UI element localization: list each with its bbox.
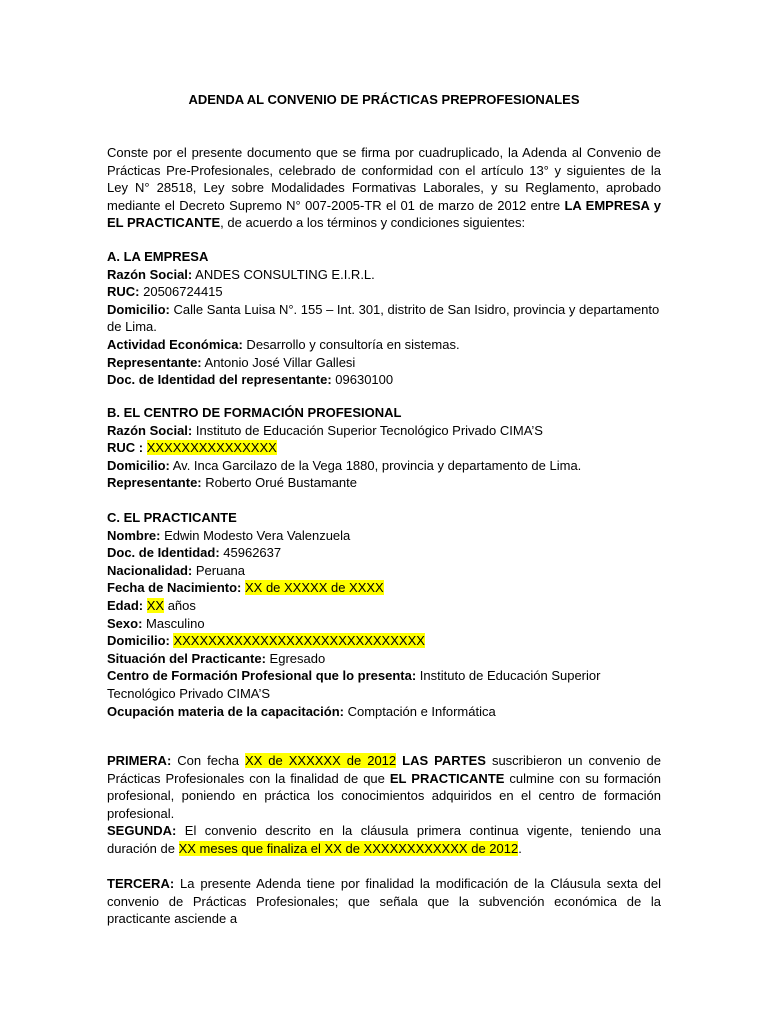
document-title: ADENDA AL CONVENIO DE PRÁCTICAS PREPROFESIONALES xyxy=(188,92,580,107)
centro-representante: Representante: Roberto Orué Bustamante xyxy=(107,475,357,491)
centro-ruc: RUC : XXXXXXXXXXXXXXX xyxy=(107,440,277,456)
section-empresa xyxy=(107,248,661,389)
intro-paragraph xyxy=(107,144,661,232)
empresa-razon-social: Razón Social: ANDES CONSULTING E.I.R.L. xyxy=(107,266,375,282)
intro-text-end: , de acuerdo a los términos y condiciones siguientes: xyxy=(220,215,526,231)
centro-domicilio: Domicilio: Av. Inca Garcilazo de la Vega 1880, provincia y departamento de Lima. xyxy=(107,457,582,473)
practicante-nombre: Nombre: Edwin Modesto Vera Valenzuela xyxy=(107,527,351,543)
practicante-ocupacion: Ocupación materia de la capacitación: Comptación e Informática xyxy=(107,703,496,719)
intro-text: Conste por el presente documento que se firma por cuadruplicado, la Adenda al Convenio de Prácticas Pre-Profesionales, celebrado de conformidad con el artículo 13° y siguientes de la Ley N° 28518, Ley sobre Modalidades Formativas Laborales, y su Reglamento, aprobado mediante el Decreto Supremo N° 007-2005-TR el 01 de marzo de 2012 entre xyxy=(107,145,661,213)
practicante-heading: C. EL PRACTICANTE xyxy=(107,510,237,525)
section-practicante xyxy=(107,509,661,720)
intro-parties: LA EMPRESA y EL PRACTICANTE xyxy=(107,197,662,231)
section-centro xyxy=(107,404,661,492)
empresa-heading: A. LA EMPRESA xyxy=(107,249,209,264)
empresa-representante: Representante: Antonio José Villar Gallesi xyxy=(107,354,356,370)
practicante-sexo: Sexo: Masculino xyxy=(107,615,205,631)
clause-tercera: TERCERA: La presente Adenda tiene por finalidad la modificación de la Cláusula sexta del convenio de Prácticas Profesionales; que señala que la subvención económica de la practicante asciende a xyxy=(107,876,661,927)
practicante-centro: Centro de Formación Profesional que lo presenta: Instituto de Educación Superior Tecnológico Privado CIMA’S xyxy=(107,668,601,701)
practicante-fecha-nacimiento: Fecha de Nacimiento: XX de XXXXX de XXXX xyxy=(107,580,384,596)
empresa-actividad: Actividad Económica: Desarrollo y consultoría en sistemas. xyxy=(107,336,460,352)
empresa-domicilio: Domicilio: Calle Santa Luisa N°. 155 – Int. 301, distrito de San Isidro, provincia y departamento de Lima. xyxy=(107,301,660,335)
practicante-domicilio: Domicilio: XXXXXXXXXXXXXXXXXXXXXXXXXXXXX xyxy=(107,633,425,649)
centro-heading: B. EL CENTRO DE FORMACIÓN PROFESIONAL xyxy=(107,405,402,420)
practicante-edad: Edad: XX años xyxy=(107,597,196,613)
practicante-doc-identidad: Doc. de Identidad: 45962637 xyxy=(107,545,282,561)
clause-primera: PRIMERA: Con fecha XX de XXXXXX de 2012 LAS PARTES suscribieron un convenio de Prácticas Profesionales con la finalidad de que EL PRACTICANTE culmine con su formación profesional, poniendo en práctica los conocimientos adquiridos en el centro de formación profesional. xyxy=(107,753,662,821)
centro-razon-social: Razón Social: Instituto de Educación Superior Tecnológico Privado CIMA’S xyxy=(107,422,543,438)
empresa-ruc: RUC: 20506724415 xyxy=(107,284,223,300)
practicante-situacion: Situación del Practicante: Egresado xyxy=(107,650,326,666)
clause-segunda: SEGUNDA: El convenio descrito en la cláusula primera continua vigente, teniendo una duración de XX meses que finaliza el XX de XXXXXXXXXXXX de 2012. xyxy=(107,823,661,856)
empresa-doc-identidad: Doc. de Identidad del representante: 09630100 xyxy=(107,372,394,388)
practicante-nacionalidad: Nacionalidad: Peruana xyxy=(107,562,246,578)
